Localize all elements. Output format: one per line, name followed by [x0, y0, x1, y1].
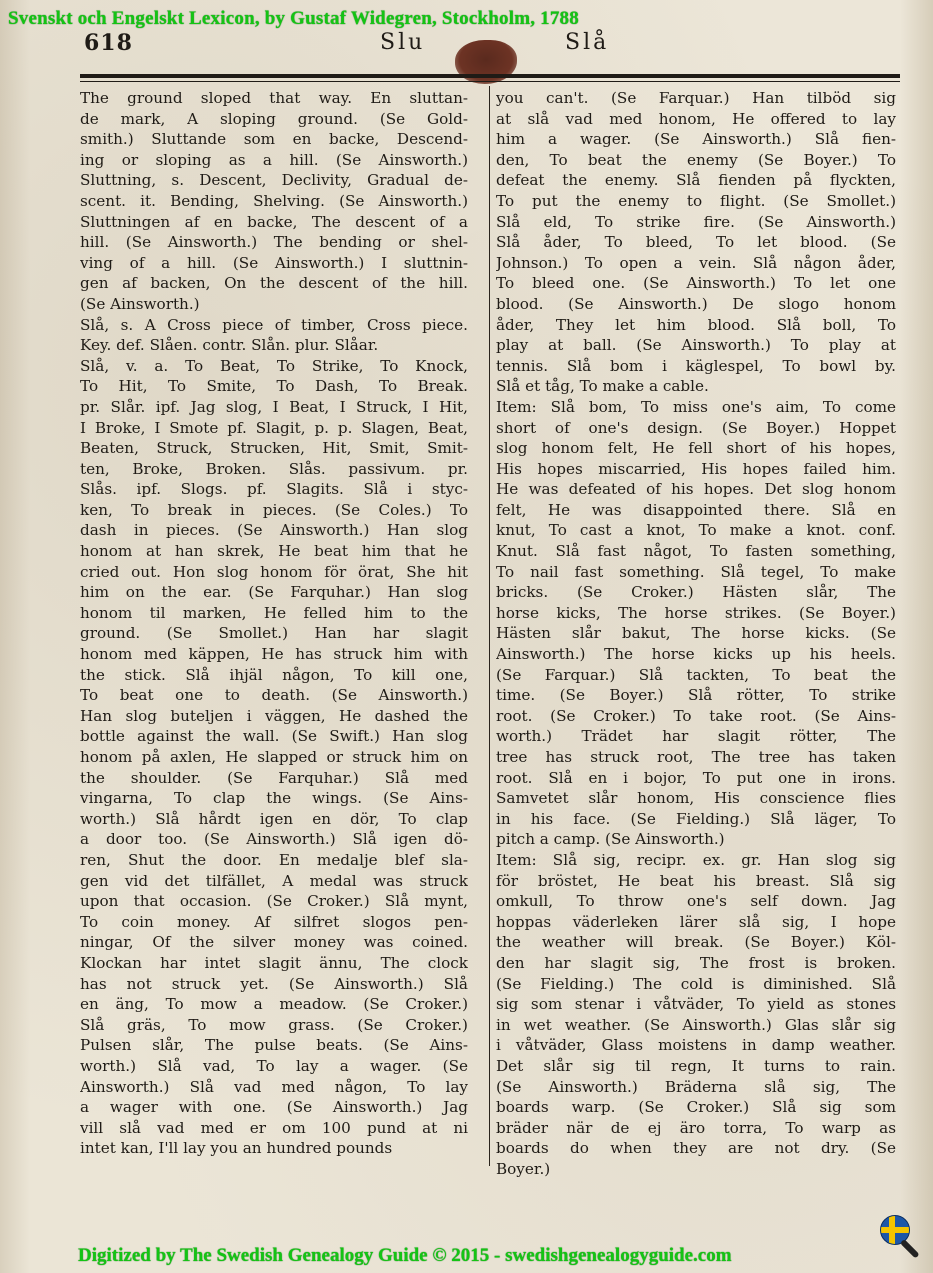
right-column-line: tree has struck root, The tree has taken [496, 748, 896, 766]
right-column-line: short of one's design. (Se Boyer.) Hoppet [496, 418, 896, 437]
right-column-line: time. (Se Boyer.) Slå rötter, To strike [496, 686, 896, 705]
left-column-line: Pulsen slår, The pulse beats. (Se Ains- [80, 1036, 468, 1055]
right-column-line: (Se Farquar.) Slå tackten, To beat the [496, 665, 896, 684]
left-column-line: the shoulder. (Se Farquhar.) Slå med [80, 768, 468, 787]
left-column-line: a door too. (Se Ainsworth.) Slå igen dö- [80, 830, 468, 849]
right-column-line: you can't. (Se Farquar.) Han tilböd sig [496, 89, 896, 107]
digitization-footer: Digitized by The Swedish Genealogy Guide © 2015 - swedishgenealogyguide.com [78, 1245, 732, 1266]
right-column-line: To nail fast something. Slå tegel, To make [496, 562, 896, 581]
left-column-line: upon that occasion. (Se Croker.) Slå mynt, [80, 892, 468, 911]
left-column-line: To beat one to death. (Se Ainsworth.) [80, 686, 468, 705]
left-column-line: ren, Shut the door. En medalje blef sla- [80, 850, 468, 869]
right-column-line: Slå et tåg, To make a cable. [496, 377, 709, 396]
right-column-line: at slå vad med honom, He offered to lay [496, 109, 896, 128]
left-column-line: The ground sloped that way. En sluttan- [80, 89, 468, 107]
right-column-line: Slå eld, To strike fire. (Se Ainsworth.) [496, 212, 896, 231]
right-column-line: To bleed one. (Se Ainsworth.) To let one [496, 274, 896, 293]
right-column-line: in wet weather. (Se Ainsworth.) Glas slår sig [496, 1015, 896, 1034]
left-column-line: Klockan har intet slagit ännu, The clock [80, 953, 468, 972]
left-column-line: Sluttning, s. Descent, Declivity, Gradual de- [80, 171, 468, 190]
left-column-line: Ainsworth.) Slå vad med någon, To lay [80, 1077, 468, 1096]
left-column-line: bottle against the wall. (Se Swift.) Han slog [80, 727, 468, 746]
left-column-line: (Se Ainsworth.) [80, 294, 200, 313]
right-column-line: omkull, To throw one's self down. Jag [496, 892, 896, 911]
left-column-line: the stick. Slå ihjäl någon, To kill one, [80, 665, 468, 684]
right-column-line: the weather will break. (Se Boyer.) Köl- [496, 933, 896, 952]
left-column-line: To Hit, To Smite, To Dash, To Break. [80, 377, 468, 396]
right-column-line: boards do when they are not dry. (Se [496, 1139, 896, 1158]
right-column-line: bricks. (Se Croker.) Hästen slår, The [496, 583, 896, 602]
left-column-line: Slås. ipf. Slogs. pf. Slagits. Slå i styc- [80, 480, 468, 499]
left-column-line: Slå, s. A Cross piece of timber, Cross piece. [80, 315, 468, 334]
right-column-line: sig som stenar i våtväder, To yield as stones [496, 995, 896, 1014]
left-column-line: Key. def. Slåen. contr. Slån. plur. Slåar. [80, 336, 379, 355]
right-column-line: Johnson.) To open a vein. Slå någon åder, [496, 253, 896, 272]
right-column-line: He was defeated of his hopes. Det slog honom [496, 480, 896, 499]
left-column-line: has not struck yet. (Se Ainsworth.) Slå [80, 974, 468, 993]
right-column-line: (Se Ainsworth.) Bräderna slå sig, The [496, 1077, 896, 1096]
left-column-line: ing or sloping as a hill. (Se Ainsworth.) [80, 150, 468, 169]
left-column-line: scent. it. Bending, Shelving. (Se Ainsworth.) [80, 191, 468, 210]
right-column-line: den har slagit sig, The frost is broken. [496, 953, 896, 972]
left-column-line: To coin money. Af silfret slogos pen- [80, 912, 468, 931]
right-column-line: pitch a camp. (Se Ainsworth.) [496, 830, 725, 849]
column-divider [489, 86, 490, 1166]
left-column-line: Beaten, Struck, Strucken, Hit, Smit, Smit- [80, 439, 468, 458]
left-column-line: ten, Broke, Broken. Slås. passivum. pr. [80, 459, 468, 478]
right-column-line: bräder när de ej äro torra, To warp as [496, 1118, 896, 1137]
running-head-left: Slu [380, 30, 426, 55]
right-column-line: hoppas väderleken lärer slå sig, I hope [496, 912, 896, 931]
left-column-line: cried out. Hon slog honom för örat, She hit [80, 562, 468, 581]
left-column-line: honom at han skrek, He beat him that he [80, 542, 468, 561]
right-column-line: slog honom felt, He fell short of his hopes, [496, 439, 896, 458]
right-column-line: för bröstet, He beat his breast. Slå sig [496, 871, 896, 890]
left-column-line: honom på axlen, He slapped or struck him on [80, 748, 468, 766]
right-column-line: tennis. Slå bom i käglespel, To bowl by. [496, 356, 896, 375]
right-column-line: Boyer.) [496, 1159, 551, 1178]
right-column [496, 88, 896, 1179]
right-column-line: root. (Se Croker.) To take root. (Se Ains- [496, 706, 896, 725]
page-number: 618 [84, 30, 133, 56]
left-column-line: vill slå vad med er om 100 pund at ni [80, 1118, 468, 1137]
right-column-line: boards warp. (Se Croker.) Slå sig som [496, 1098, 896, 1117]
left-column-line: Han slog buteljen i väggen, He dashed the [80, 706, 468, 725]
left-column-line: en äng, To mow a meadow. (Se Croker.) [80, 995, 468, 1014]
left-column-line: gen vid det tilfället, A medal was struck [80, 871, 468, 890]
right-column-line: Item: Slå bom, To miss one's aim, To come [496, 397, 896, 416]
right-column-line: Slå åder, To bleed, To let blood. (Se [496, 233, 896, 252]
right-column-line: To put the enemy to flight. (Se Smollet.) [496, 191, 896, 210]
left-column-line: Slå, v. a. To Beat, To Strike, To Knock, [80, 356, 468, 375]
left-column-line: pr. Slår. ipf. Jag slog, I Beat, I Struck, I Hit, [80, 397, 468, 416]
left-column [80, 88, 468, 1159]
right-column-line: blood. (Se Ainsworth.) De slogo honom [496, 294, 896, 313]
right-column-line: worth.) Trädet har slagit rötter, The [496, 727, 896, 746]
left-column-line: intet kan, I'll lay you an hundred pounds [80, 1139, 393, 1158]
right-column-line: knut, To cast a knot, To make a knot. conf. [496, 521, 896, 540]
left-column-line: ken, To break in pieces. (Se Coles.) To [80, 500, 468, 519]
right-column-line: root. Slå en i bojor, To put one in irons. [496, 768, 896, 787]
right-column-line: him a wager. (Se Ainsworth.) Slå fien- [496, 130, 896, 149]
right-column-line: Hästen slår bakut, The horse kicks. (Se [496, 624, 896, 643]
left-column-line: ningar, Of the silver money was coined. [80, 933, 468, 952]
left-column-line: worth.) Slå hårdt igen en dör, To clap [80, 809, 468, 828]
right-column-line: åder, They let him blood. Slå boll, To [496, 315, 896, 334]
left-column-line: hill. (Se Ainsworth.) The bending or shel- [80, 233, 468, 252]
right-column-line: in his face. (Se Fielding.) Slå läger, To [496, 809, 896, 828]
left-column-line: him on the ear. (Se Farquhar.) Han slog [80, 583, 468, 602]
right-column-line: His hopes miscarried, His hopes failed him. [496, 459, 896, 478]
right-column-line: Det slår sig til regn, It turns to rain. [496, 1056, 896, 1075]
left-column-line: vingarna, To clap the wings. (Se Ains- [80, 789, 468, 808]
left-column-line: dash in pieces. (Se Ainsworth.) Han slog [80, 521, 468, 540]
right-column-line: Ainsworth.) The horse kicks up his heels. [496, 645, 896, 664]
left-column-line: gen af backen, On the descent of the hill. [80, 274, 468, 293]
left-column-line: worth.) Slå vad, To lay a wager. (Se [80, 1056, 468, 1075]
left-column-line: ground. (Se Smollet.) Han har slagit [80, 624, 468, 643]
left-column-line: de mark, A sloping ground. (Se Gold- [80, 109, 468, 128]
left-column-line: ving of a hill. (Se Ainsworth.) I sluttnin- [80, 253, 468, 272]
magnifier-icon [900, 1239, 920, 1259]
right-column-line: Item: Slå sig, recipr. ex. gr. Han slog sig [496, 850, 896, 869]
right-column-line: felt, He was disappointed there. Slå en [496, 500, 896, 519]
right-column-line: horse kicks, The horse strikes. (Se Boyer.) [496, 603, 896, 622]
right-column-line: den, To beat the enemy (Se Boyer.) To [496, 150, 896, 169]
left-column-line: I Broke, I Smote pf. Slagit, p. p. Slagen, Beat, [80, 418, 468, 437]
running-head-right: Slå [565, 30, 610, 55]
left-column-line: Sluttningen af en backe, The descent of a [80, 212, 468, 231]
left-column-line: honom med käppen, He has struck him with [80, 645, 468, 664]
left-column-line: a wager with one. (Se Ainsworth.) Jag [80, 1098, 468, 1117]
right-column-line: defeat the enemy. Slå fienden på flyckten, [496, 171, 896, 190]
right-column-line: Knut. Slå fast något, To fasten something, [496, 542, 896, 561]
right-column-line: i våtväder, Glass moistens in damp weather. [496, 1036, 896, 1055]
left-column-line: smith.) Sluttande som en backe, Descend- [80, 130, 468, 149]
left-column-line: Slå gräs, To mow grass. (Se Croker.) [80, 1015, 468, 1034]
right-column-line: (Se Fielding.) The cold is diminished. Slå [496, 974, 896, 993]
header-rule-thin [80, 81, 900, 82]
right-column-line: Samvetet slår honom, His conscience flies [496, 789, 896, 808]
left-column-line: honom til marken, He felled him to the [80, 603, 468, 622]
right-column-line: play at ball. (Se Ainsworth.) To play at [496, 336, 896, 355]
header-rule [80, 74, 900, 78]
digitization-title: Svenskt och Engelskt Lexicon, by Gustaf Widegren, Stockholm, 1788 [8, 8, 579, 29]
